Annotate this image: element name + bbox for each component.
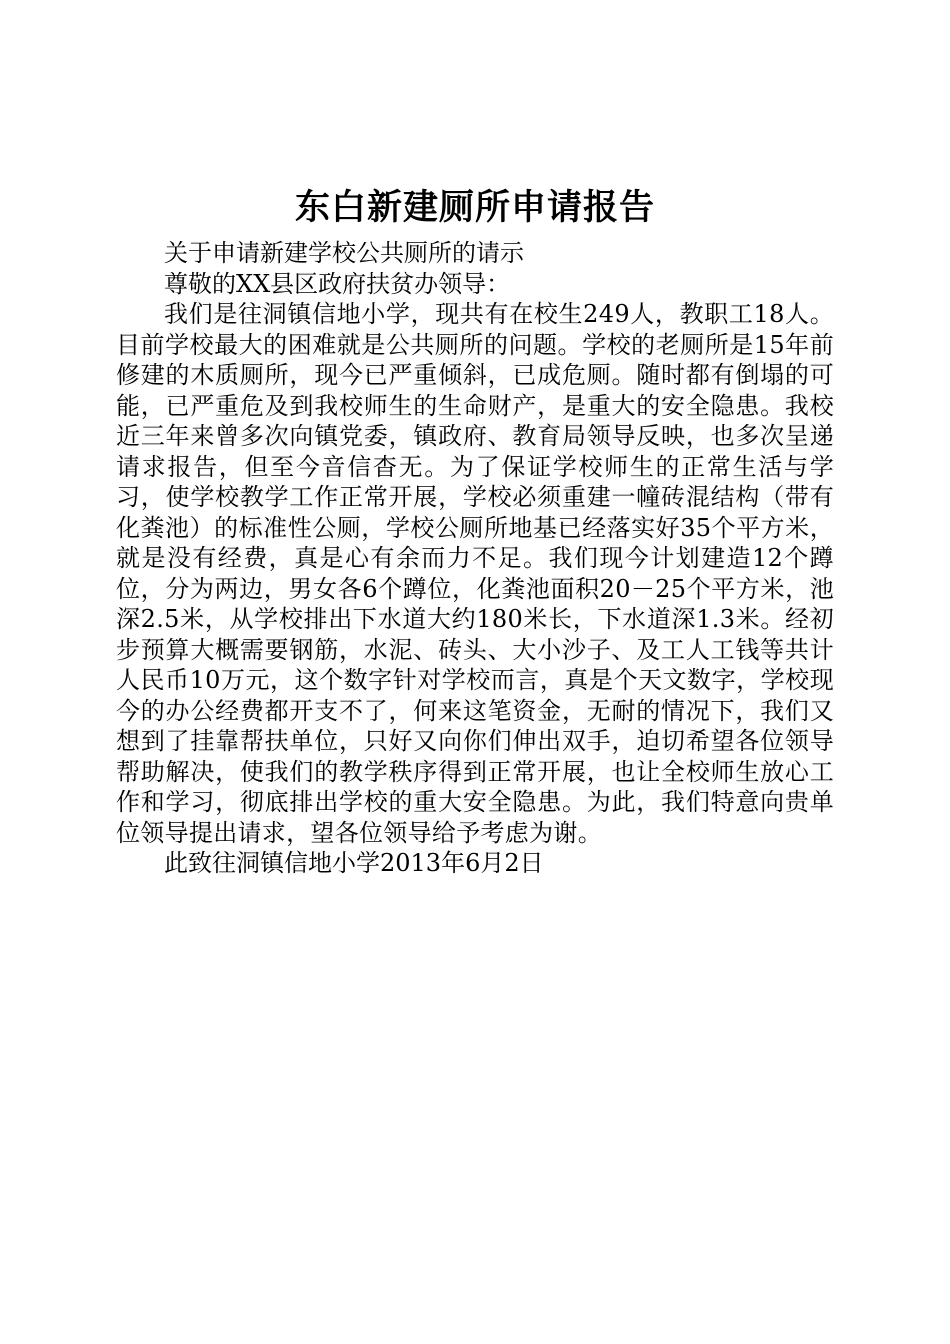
document-title: 东白新建厕所申请报告 (294, 187, 655, 228)
document-subject: 关于申请新建学校公共厕所的请示 (164, 239, 524, 267)
document-salutation: 尊敬的XX县区政府扶贫办领导： (164, 269, 511, 298)
document-page (116, 180, 834, 879)
document-body: 我们是往洞镇信地小学，现共有在校生249人，教职工18人。目前学校最大的困难就是公共厕所的问题。学校的老厕所是15年前修建的木质厕所，现今已严重倾斜，已成危厕。随时都有倒塌的可能，已严重危及到我校师生的生命财产，是重大的安全隐患。我校近三年来曾多次向镇党委，镇政府、教育局领导反映，也多次呈递请求报告，但至今音信杳无。为了保证学校师生的正常生活与学习，使学校教学工作正常开展，学校必须重建一幢砖混结构（带有化粪池）的标准性公厕，学校公厕所地基已经落实好35个平方米，就是没有经费，真是心有余而力不足。我们现今计划建造12个蹲位，分为两边，男女各6个蹲位，化粪池面积20－25个平方米，池深2.5米，从学校排出下水道大约180米长，下水道深1.3米。经初步预算大概需要钢筋，水泥、砖头、大小沙子、及工人工钱等共计人民币10万元，这个数字针对学校而言，真是个天文数字，学校现今的办公经费都开支不了，何来这笔资金，无耐的情况下，我们又想到了挂靠帮扶单位，只好又向你们伸出双手，迫切希望各位领导帮助解决，使我们的教学秩序得到正常开展，也让全校师生放心工作和学习，彻底排出学校的重大安全隐患。为此，我们特意向贵单位领导提出请求，望各位领导给予考虑为谢。 (116, 300, 834, 847)
document-closing: 此致往洞镇信地小学2013年6月2日 (164, 849, 544, 877)
